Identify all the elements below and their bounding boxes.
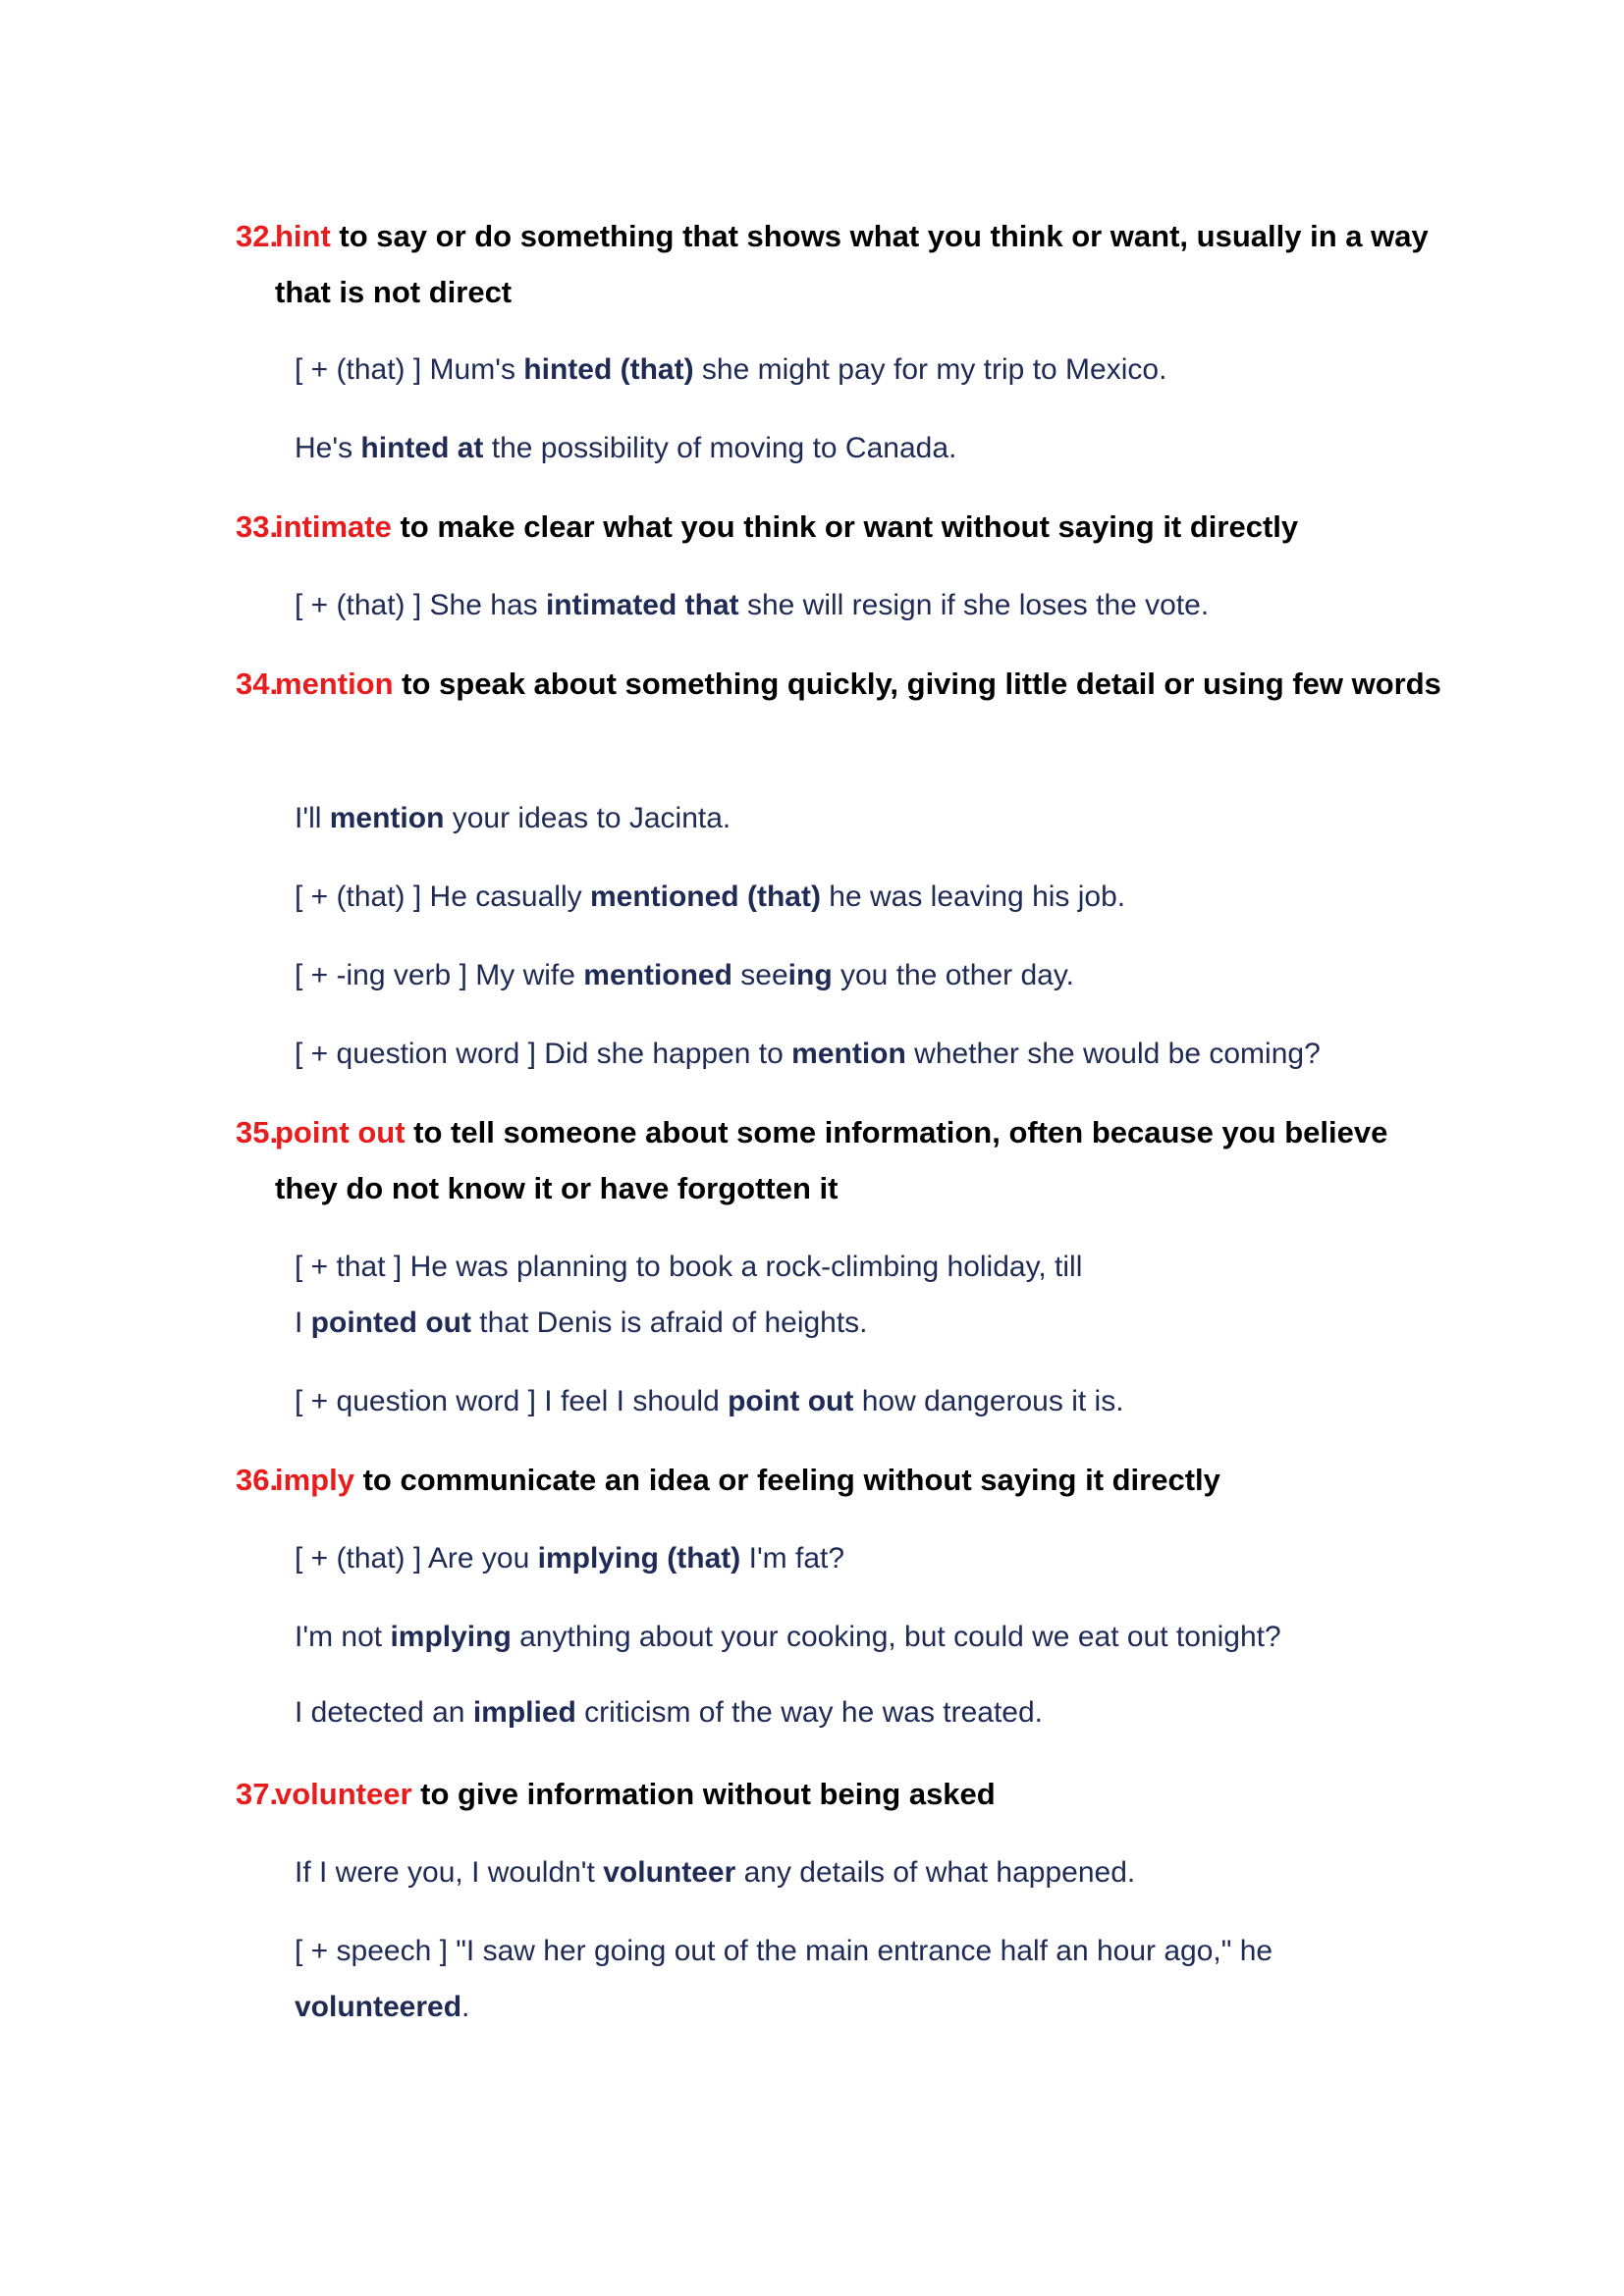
- entry-definition: to say or do something that shows what you think or want, usually in a way that is not direct: [275, 219, 1429, 309]
- example: [ + (that) ] Are you implying (that) I'm fat?: [295, 1542, 845, 1575]
- entry-word: mention: [275, 667, 394, 701]
- entry-34-heading: [236, 656, 1443, 712]
- entry-number: 32.: [236, 219, 279, 253]
- entry-number: 33.: [236, 509, 279, 544]
- example: [ + (that) ] He casually mentioned (that) he was leaving his job.: [295, 881, 1126, 913]
- entry-number: 34.: [236, 667, 279, 701]
- entry-definition: to tell someone about some information, often because you believe they do not know it or have forgotten it: [275, 1115, 1388, 1205]
- entry-definition: to communicate an idea or feeling without saying it directly: [353, 1463, 1220, 1497]
- entry-number: 35.: [236, 1115, 279, 1149]
- entry-definition: to speak about something quickly, giving little detail or using few words: [393, 667, 1441, 701]
- entry-33-heading: [236, 499, 1443, 555]
- example: I detected an implied criticism of the way he was treated.: [295, 1696, 1044, 1729]
- example: [ + question word ] I feel I should point out how dangerous it is.: [295, 1385, 1124, 1417]
- example: [ + -ing verb ] My wife mentioned seeing you the other day.: [295, 959, 1074, 991]
- example: [ + (that) ] Mum's hinted (that) she might pay for my trip to Mexico.: [295, 353, 1167, 386]
- example: [ + question word ] Did she happen to mention whether she would be coming?: [295, 1038, 1321, 1070]
- entry-37-heading: [236, 1766, 1443, 1822]
- entry-word: imply: [275, 1463, 354, 1497]
- entry-number: 36.: [236, 1463, 279, 1497]
- entry-definition: to make clear what you think or want without saying it directly: [391, 509, 1299, 544]
- example: I'll mention your ideas to Jacinta.: [295, 802, 731, 834]
- entry-word: point out: [275, 1115, 406, 1149]
- entry-32-heading: [236, 208, 1443, 320]
- entry-word: hint: [275, 219, 331, 253]
- example: He's hinted at the possibility of moving to Canada.: [295, 432, 957, 464]
- example: [ + that ] He was planning to book a rock-climbing holiday, till I pointed out that Denis is afraid of heights.: [295, 1251, 1083, 1339]
- entry-35-heading: [236, 1104, 1443, 1216]
- example: I'm not implying anything about your cooking, but could we eat out tonight?: [295, 1621, 1281, 1653]
- entry-definition: to give information without being asked: [411, 1777, 996, 1811]
- entry-number: 37.: [236, 1777, 279, 1811]
- entry-word: intimate: [275, 509, 392, 544]
- example: If I were you, I wouldn't volunteer any details of what happened.: [295, 1856, 1136, 1889]
- entry-word: volunteer: [275, 1777, 412, 1811]
- example: [ + (that) ] She has intimated that she will resign if she loses the vote.: [295, 589, 1210, 621]
- example: [ + speech ] "I saw her going out of the main entrance half an hour ago," he volunteered.: [295, 1935, 1273, 2023]
- entry-36-heading: [236, 1452, 1443, 1508]
